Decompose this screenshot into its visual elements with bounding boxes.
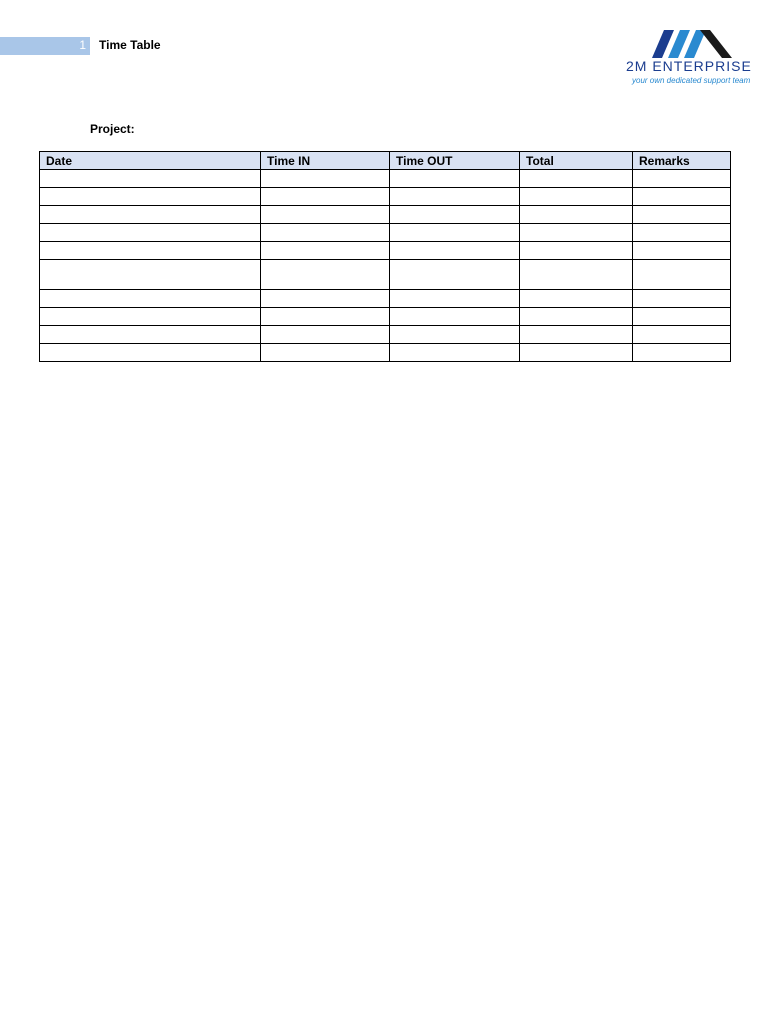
- time-out-cell[interactable]: [390, 344, 520, 362]
- date-cell[interactable]: [40, 224, 261, 242]
- column-header-time-out: Time OUT: [390, 152, 520, 170]
- date-cell[interactable]: [40, 206, 261, 224]
- logo-company-name: 2M ENTERPRISE: [626, 58, 752, 74]
- time-out-cell[interactable]: [390, 170, 520, 188]
- time-out-cell[interactable]: [390, 326, 520, 344]
- remarks-cell[interactable]: [633, 290, 731, 308]
- total-cell[interactable]: [520, 290, 633, 308]
- remarks-cell[interactable]: [633, 344, 731, 362]
- remarks-cell[interactable]: [633, 260, 731, 290]
- total-cell[interactable]: [520, 170, 633, 188]
- time-out-cell[interactable]: [390, 290, 520, 308]
- remarks-cell[interactable]: [633, 188, 731, 206]
- logo-mark-icon: [648, 24, 738, 58]
- page-number: 1: [79, 38, 86, 52]
- logo-tagline: your own dedicated support team: [632, 76, 751, 85]
- total-cell[interactable]: [520, 326, 633, 344]
- time-in-cell[interactable]: [261, 344, 390, 362]
- table-row: [40, 326, 731, 344]
- table-row: [40, 290, 731, 308]
- time-in-cell[interactable]: [261, 188, 390, 206]
- date-cell[interactable]: [40, 170, 261, 188]
- total-cell[interactable]: [520, 224, 633, 242]
- table-header-row: [40, 152, 731, 170]
- time-out-cell[interactable]: [390, 308, 520, 326]
- time-in-cell[interactable]: [261, 260, 390, 290]
- table-row: [40, 188, 731, 206]
- time-in-cell[interactable]: [261, 224, 390, 242]
- date-cell[interactable]: [40, 242, 261, 260]
- total-cell[interactable]: [520, 242, 633, 260]
- date-cell[interactable]: [40, 344, 261, 362]
- date-cell[interactable]: [40, 260, 261, 290]
- time-in-cell[interactable]: [261, 242, 390, 260]
- time-in-cell[interactable]: [261, 170, 390, 188]
- total-cell[interactable]: [520, 260, 633, 290]
- column-header-time-in: Time IN: [261, 152, 390, 170]
- table-row: [40, 344, 731, 362]
- time-in-cell[interactable]: [261, 290, 390, 308]
- total-cell[interactable]: [520, 344, 633, 362]
- company-logo: [622, 24, 768, 90]
- time-out-cell[interactable]: [390, 224, 520, 242]
- remarks-cell[interactable]: [633, 224, 731, 242]
- date-cell[interactable]: [40, 308, 261, 326]
- remarks-cell[interactable]: [633, 170, 731, 188]
- table-row: [40, 224, 731, 242]
- date-cell[interactable]: [40, 188, 261, 206]
- column-header-total: Total: [520, 152, 633, 170]
- time-out-cell[interactable]: [390, 242, 520, 260]
- project-label: Project:: [90, 122, 135, 136]
- time-out-cell[interactable]: [390, 188, 520, 206]
- time-in-cell[interactable]: [261, 326, 390, 344]
- document-title: Time Table: [99, 38, 161, 52]
- date-cell[interactable]: [40, 290, 261, 308]
- table-row: [40, 308, 731, 326]
- column-header-remarks: Remarks: [633, 152, 731, 170]
- table-row: [40, 206, 731, 224]
- table-row: [40, 260, 731, 290]
- total-cell[interactable]: [520, 206, 633, 224]
- table-row: [40, 242, 731, 260]
- column-header-date: Date: [40, 152, 261, 170]
- table-row: [40, 170, 731, 188]
- date-cell[interactable]: [40, 326, 261, 344]
- total-cell[interactable]: [520, 188, 633, 206]
- time-in-cell[interactable]: [261, 308, 390, 326]
- remarks-cell[interactable]: [633, 206, 731, 224]
- remarks-cell[interactable]: [633, 242, 731, 260]
- time-table: [39, 151, 731, 362]
- remarks-cell[interactable]: [633, 308, 731, 326]
- total-cell[interactable]: [520, 308, 633, 326]
- time-in-cell[interactable]: [261, 206, 390, 224]
- remarks-cell[interactable]: [633, 326, 731, 344]
- time-out-cell[interactable]: [390, 260, 520, 290]
- time-out-cell[interactable]: [390, 206, 520, 224]
